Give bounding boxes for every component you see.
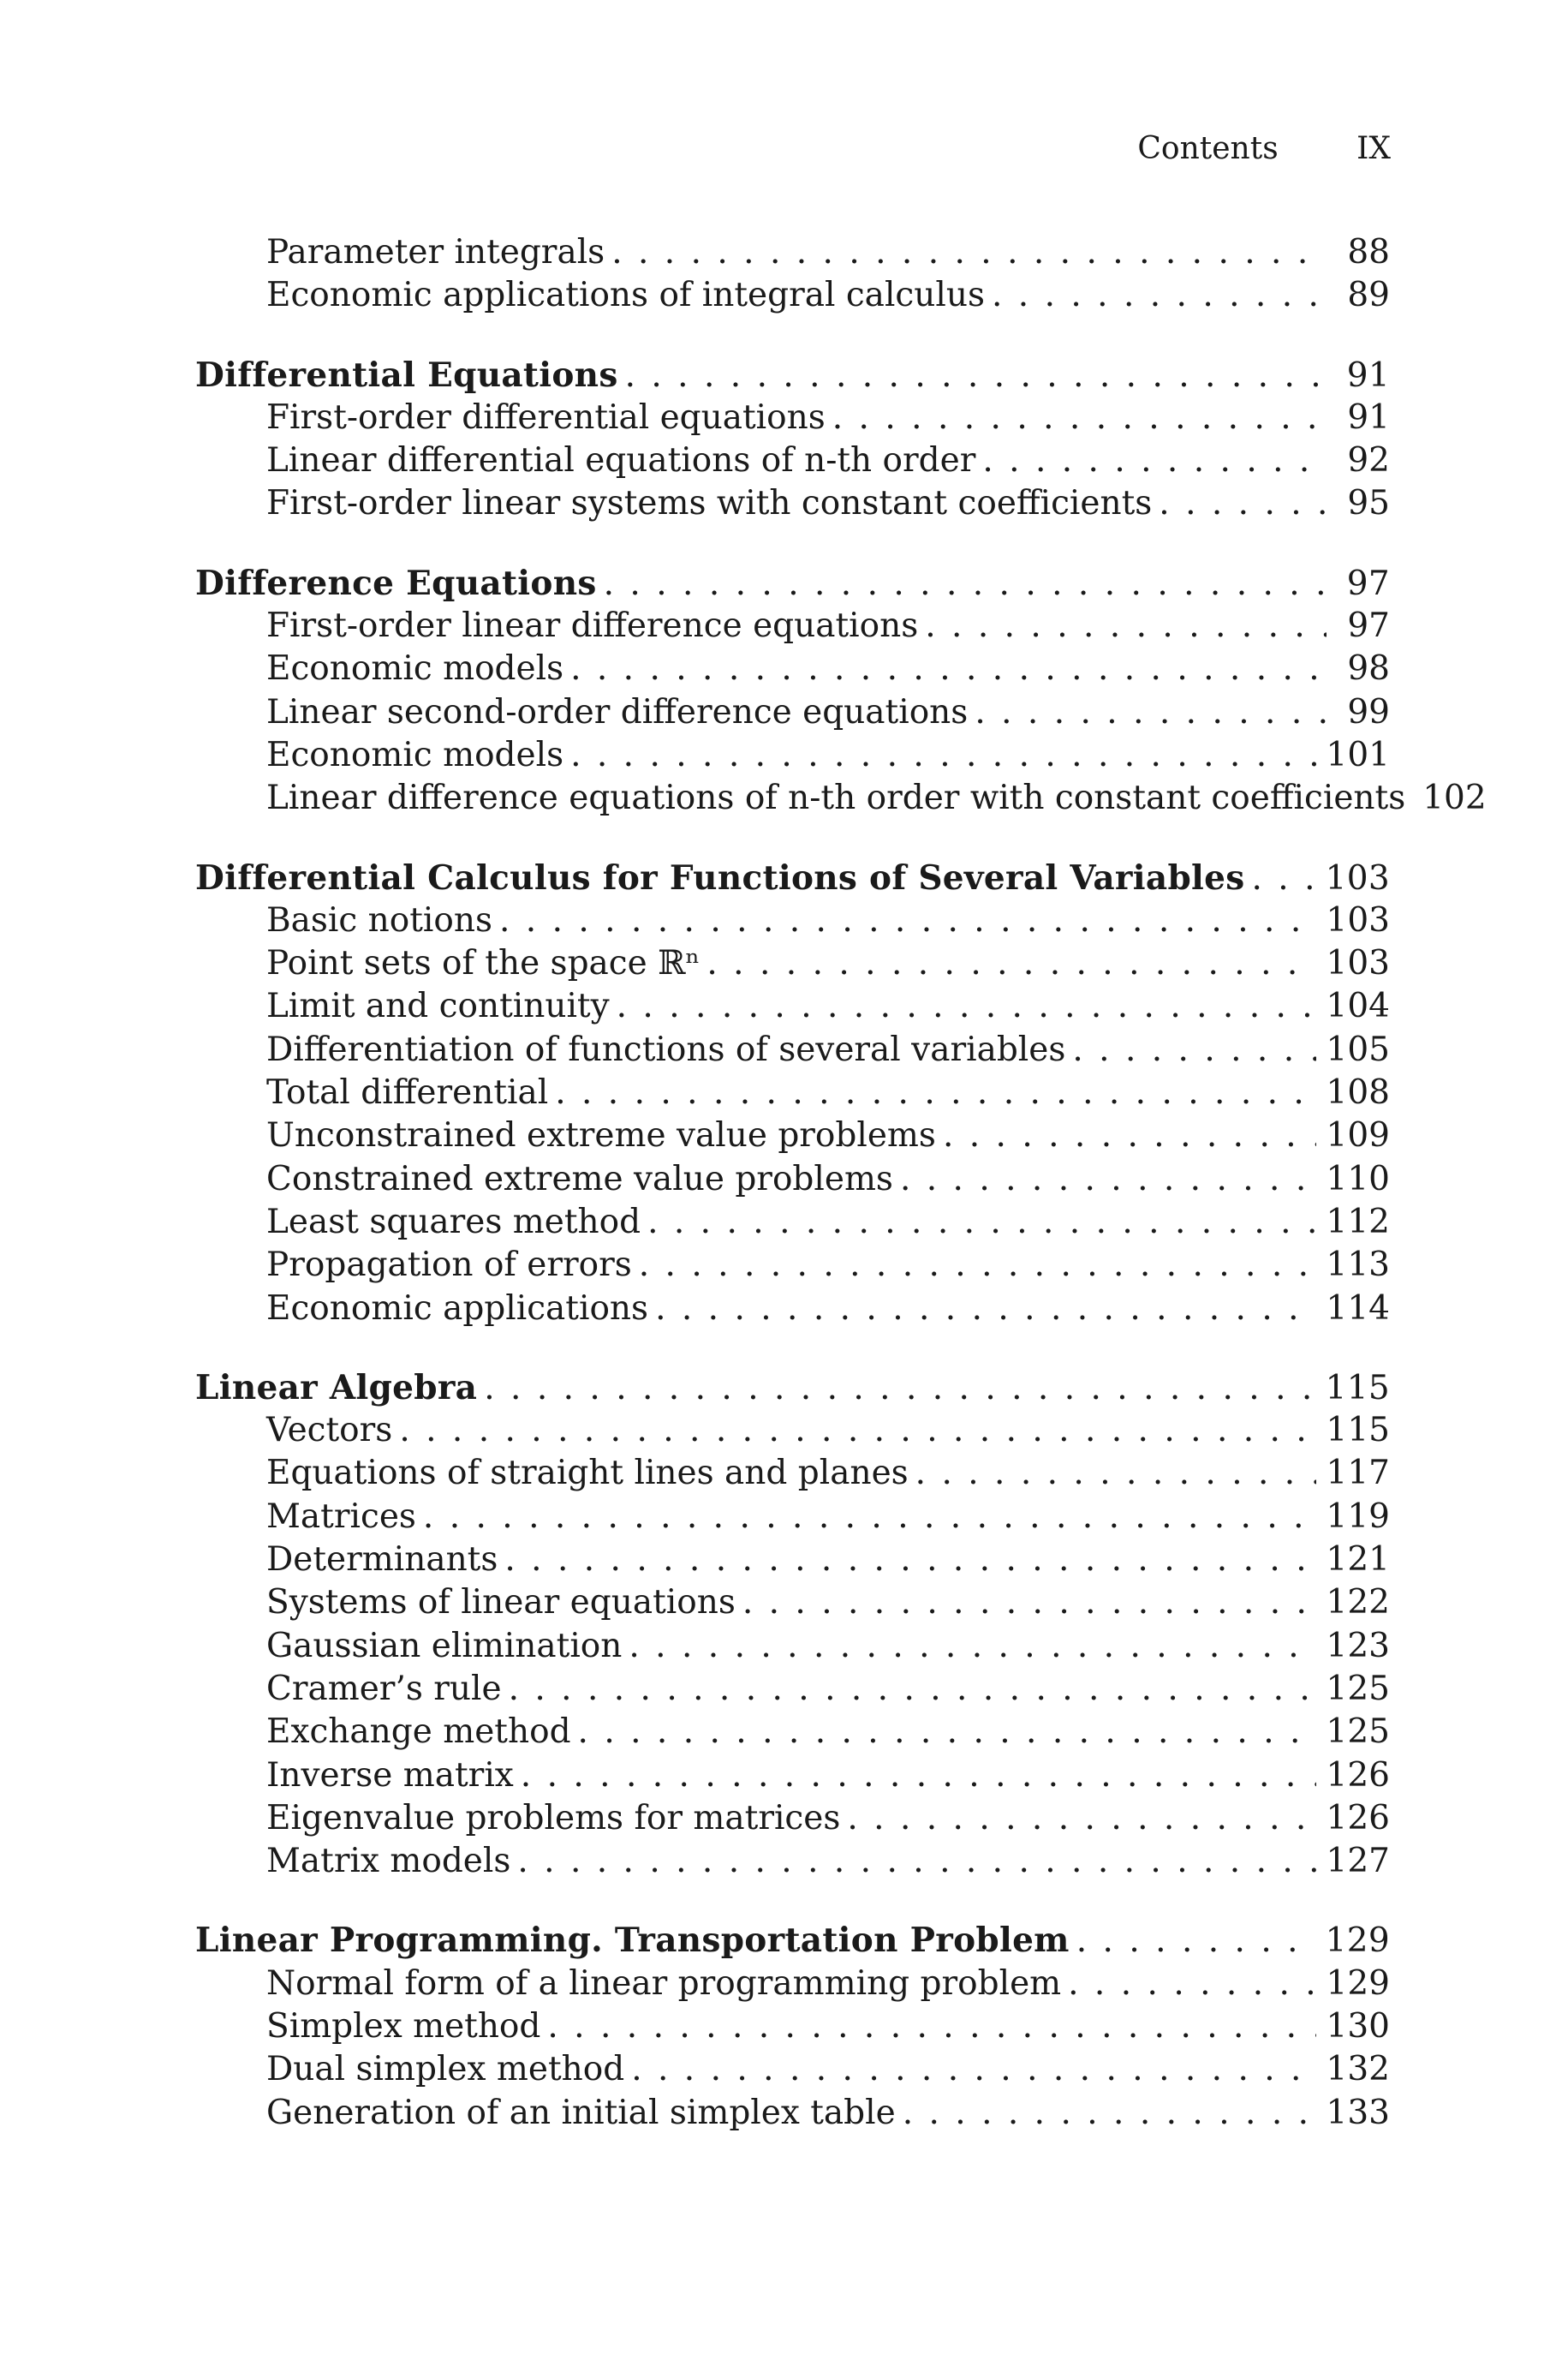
toc-entry-title: First-order linear systems with constant coefficients (266, 484, 1153, 523)
toc-section-entry (195, 1754, 1390, 1797)
toc-entry-title: Difference Equations (195, 563, 597, 603)
dot-leader (484, 1367, 1315, 1410)
toc-chapter-entry (195, 1919, 1390, 1962)
toc-section-entry (195, 1452, 1390, 1495)
dot-leader (975, 691, 1327, 734)
toc-entry-title: Equations of straight lines and planes (266, 1454, 909, 1493)
running-head-page-number: IX (1356, 131, 1391, 166)
toc-chapter-entry (195, 562, 1390, 605)
toc-section-entry (195, 274, 1390, 317)
toc-page-number: 88 (1347, 233, 1390, 272)
dot-leader (847, 1797, 1315, 1840)
dot-leader (617, 985, 1316, 1028)
toc-section-entry (195, 1496, 1390, 1539)
toc-page-number: 117 (1326, 1454, 1390, 1493)
dot-leader (903, 2092, 1316, 2135)
dot-leader (647, 1201, 1315, 1244)
toc-section-entry (195, 985, 1390, 1028)
dot-leader (555, 1072, 1315, 1114)
toc-entry-title: Total differential (266, 1073, 549, 1113)
table-of-contents (195, 231, 1487, 2135)
dot-leader (706, 942, 1315, 985)
toc-section-entry (195, 1625, 1390, 1668)
toc-entry-title: Economic models (266, 735, 564, 774)
dot-leader (1072, 1029, 1315, 1072)
running-head (1137, 127, 1391, 171)
toc-entry-title: Basic notions (266, 900, 492, 940)
toc-entry-title: Generation of an initial simplex table (266, 2093, 896, 2132)
toc-section-entry (195, 1201, 1390, 1244)
toc-page-number: 129 (1326, 1963, 1390, 2003)
toc-entry-title: Linear differential equations of n-th order (266, 441, 976, 481)
dot-leader (504, 1539, 1315, 1581)
toc-page-number: 105 (1326, 1030, 1390, 1069)
toc-entry-title: Linear Algebra (195, 1367, 478, 1407)
dot-leader (982, 439, 1327, 482)
toc-entry-title: Least squares method (266, 1202, 641, 1241)
toc-page-number: 92 (1347, 441, 1390, 481)
toc-page-number: 127 (1326, 1842, 1390, 1881)
toc-entry-title: Cramer’s rule (266, 1669, 502, 1708)
dot-leader (399, 1409, 1315, 1452)
toc-entry-title: First-order linear difference equations (266, 606, 919, 646)
dot-leader (1252, 857, 1315, 900)
toc-page-number: 98 (1347, 649, 1390, 689)
toc-page-number: 113 (1326, 1246, 1390, 1285)
toc-page-number: 91 (1347, 397, 1390, 437)
toc-chapter-entry (195, 1366, 1390, 1409)
toc-page-number: 89 (1347, 276, 1390, 315)
toc-section-entry (195, 231, 1390, 274)
dot-leader (639, 1244, 1316, 1287)
toc-entry-title: Exchange method (266, 1712, 571, 1752)
toc-page-number: 99 (1347, 692, 1390, 732)
toc-section-entry (195, 1840, 1390, 1883)
toc-entry-title: Propagation of errors (266, 1246, 632, 1285)
toc-entry-title: Constrained extreme value problems (266, 1159, 893, 1198)
toc-entry-title: First-order differential equations (266, 397, 826, 437)
toc-page-number: 104 (1326, 987, 1390, 1026)
toc-page-number: 132 (1326, 2050, 1390, 2089)
dot-leader (992, 274, 1327, 317)
toc-section-entry (195, 648, 1390, 690)
toc-section-entry (195, 2048, 1390, 2091)
toc-entry-title: Parameter integrals (266, 233, 605, 272)
dot-leader (570, 734, 1315, 777)
dot-leader (499, 899, 1316, 942)
toc-section-entry (195, 777, 1487, 820)
toc-section-entry (195, 734, 1390, 777)
toc-entry-title: Eigenvalue problems for matrices (266, 1798, 841, 1837)
toc-entry-title: Dual simplex method (266, 2050, 625, 2089)
toc-page-number: 103 (1326, 900, 1390, 940)
toc-page-number: 102 (1422, 779, 1487, 818)
toc-section-entry (195, 899, 1390, 942)
dot-leader (631, 2048, 1315, 2091)
toc-entry-title: Linear second-order difference equations (266, 692, 969, 732)
toc-chapter-entry (195, 857, 1390, 899)
toc-entry-title: Determinants (266, 1540, 498, 1580)
toc-page-number: 123 (1326, 1626, 1390, 1665)
toc-section-entry (195, 1158, 1390, 1201)
dot-leader (423, 1496, 1316, 1539)
dot-leader (625, 355, 1327, 397)
toc-page-number: 108 (1326, 1073, 1390, 1113)
toc-page-number: 115 (1326, 1411, 1390, 1450)
toc-section-entry (195, 1963, 1390, 2005)
toc-entry-title: Matrices (266, 1497, 416, 1536)
toc-entry-title: Unconstrained extreme value problems (266, 1116, 936, 1156)
dot-leader (742, 1581, 1316, 1624)
toc-page-number: 115 (1325, 1368, 1390, 1407)
toc-entry-title: Economic applications (266, 1288, 649, 1328)
dot-leader (578, 1711, 1316, 1754)
toc-section-entry (195, 1797, 1390, 1840)
toc-entry-title: Differential Equations (195, 355, 618, 395)
toc-section-entry (195, 2005, 1390, 2048)
dot-leader (547, 2005, 1315, 2048)
toc-entry-title: Systems of linear equations (266, 1583, 736, 1622)
toc-entry-title: Matrix models (266, 1842, 511, 1881)
toc-section-entry (195, 1114, 1390, 1157)
toc-page-number: 97 (1346, 564, 1390, 603)
toc-page-number: 95 (1347, 484, 1390, 523)
toc-entry-title: Differential Calculus for Functions of Several Variables (195, 857, 1245, 898)
dot-leader (521, 1754, 1316, 1797)
toc-entry-title: Differentiation of functions of several variables (266, 1030, 1066, 1069)
toc-page-number: 125 (1326, 1712, 1390, 1752)
toc-page-number: 110 (1326, 1159, 1390, 1198)
toc-section-entry (195, 1539, 1390, 1581)
toc-entry-title: Limit and continuity (266, 987, 610, 1026)
toc-entry-title: Inverse matrix (266, 1755, 514, 1795)
toc-page-number: 133 (1326, 2093, 1390, 2132)
toc-section-entry (195, 482, 1390, 525)
toc-section-entry (195, 1581, 1390, 1624)
toc-section-entry (195, 397, 1390, 439)
toc-section-entry (195, 1711, 1390, 1754)
dot-leader (509, 1668, 1316, 1711)
dot-leader (832, 397, 1327, 439)
toc-section-entry (195, 1409, 1390, 1452)
toc-entry-title: Linear difference equations of n-th order with constant coefficients (266, 779, 1406, 818)
toc-page-number: 129 (1325, 1921, 1390, 1961)
toc-entry-title: Normal form of a linear programming problem (266, 1963, 1062, 2003)
dot-leader (1159, 482, 1327, 525)
toc-section-entry (195, 605, 1390, 648)
toc-section-entry (195, 1029, 1390, 1072)
toc-section-entry (195, 1288, 1390, 1330)
toc-section-entry (195, 439, 1390, 482)
toc-page-number: 119 (1326, 1497, 1390, 1536)
dot-leader (943, 1114, 1316, 1157)
toc-page-number: 109 (1326, 1116, 1390, 1156)
toc-section-entry (195, 942, 1390, 985)
dot-leader (611, 231, 1327, 274)
toc-section-entry (195, 2092, 1390, 2135)
toc-section-entry (195, 1072, 1390, 1114)
dot-leader (900, 1158, 1316, 1201)
toc-page-number: 91 (1346, 356, 1390, 395)
toc-page-number: 101 (1326, 735, 1390, 774)
running-head-title: Contents (1137, 131, 1279, 166)
toc-page-number: 97 (1347, 606, 1390, 646)
toc-chapter-entry (195, 354, 1390, 397)
toc-page-number: 112 (1326, 1202, 1390, 1241)
toc-page-number: 121 (1326, 1540, 1390, 1580)
toc-section-entry (195, 691, 1390, 734)
dot-leader (925, 605, 1327, 648)
toc-page-number: 103 (1325, 858, 1390, 898)
toc-entry-title: Simplex method (266, 2006, 541, 2046)
dot-leader (570, 648, 1327, 690)
toc-page-number: 114 (1326, 1288, 1390, 1328)
dot-leader (1076, 1920, 1315, 1963)
dot-leader (517, 1840, 1315, 1883)
toc-entry-title: Linear Programming. Transportation Problem (195, 1921, 1070, 1961)
toc-page-number: 126 (1326, 1798, 1390, 1837)
toc-page-number: 126 (1326, 1755, 1390, 1795)
toc-entry-title: Economic applications of integral calculus (266, 276, 985, 315)
toc-entry-title: Economic models (266, 649, 564, 689)
toc-entry-title: Vectors (266, 1411, 393, 1450)
toc-section-entry (195, 1244, 1390, 1287)
toc-section-entry (195, 1668, 1390, 1711)
toc-entry-title: Point sets of the space ℝⁿ (266, 944, 701, 983)
toc-page-number: 122 (1326, 1583, 1390, 1622)
dot-leader (915, 1452, 1316, 1495)
toc-page-number: 125 (1326, 1669, 1390, 1708)
dot-leader (629, 1625, 1315, 1668)
dot-leader (655, 1288, 1315, 1330)
dot-leader (604, 563, 1327, 606)
toc-page-number: 103 (1326, 944, 1390, 983)
toc-page-number: 130 (1326, 2006, 1390, 2046)
toc-entry-title: Gaussian elimination (266, 1626, 623, 1665)
dot-leader (1068, 1963, 1315, 2005)
